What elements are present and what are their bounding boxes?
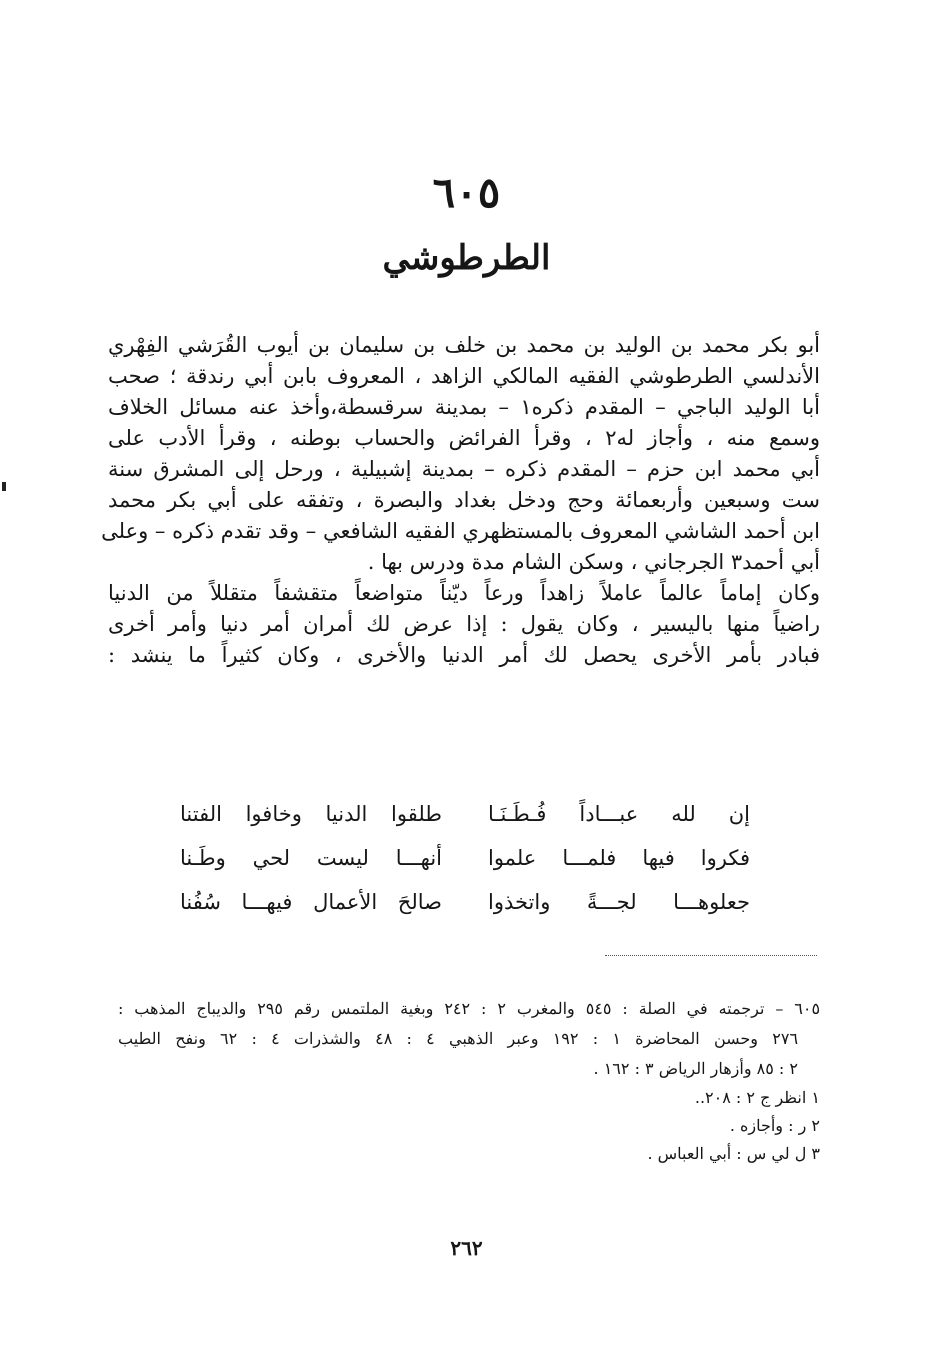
footnote-note: ٢ ر : وأجازه . — [729, 1116, 820, 1135]
paragraph-1 — [101, 330, 820, 578]
text-line: أبي أحمد٣ الجرجاني ، وسكن الشام مدة ودرس بها . — [367, 550, 820, 574]
verse-second-hemistich: أنهـــا ليست لحي وطَـنا — [180, 846, 442, 870]
text-line: الأندلسي الطرطوشي الفقيه المالكي الزاهد ، المعروف بابن أبي رندقة ؛ صحب — [108, 364, 820, 388]
footnote-note: ١ انظر ج ٢ : ٢٠٨.. — [694, 1088, 820, 1107]
entry-number: ٦٠٥ — [432, 168, 501, 217]
verse-first-hemistich: جعلوهـــا لجـــةً واتخذوا — [488, 890, 750, 914]
verse-second-hemistich: طلقوا الدنيا وخافوا الفتنا — [180, 802, 442, 826]
footnote-source-line: ٢٧٦ وحسن المحاضرة ١ : ١٩٢ وعبر الذهبي ٤ : ٤٨ والشذرات ٤ : ٦٢ ونفح الطيب — [118, 1029, 799, 1048]
footnotes — [118, 994, 820, 1168]
text-line: أبا الوليد الباجي – المقدم ذكره١ – بمدينة سرقسطة،وأخذ عنه مسائل الخلاف — [108, 395, 820, 419]
text-line: أبي محمد ابن حزم – المقدم ذكره – بمدينة إشبيلية ، ورحل إلى المشرق سنة — [108, 457, 820, 481]
footnote-divider — [605, 955, 817, 956]
paragraph-2 — [108, 578, 820, 671]
entry-title: الطرطوشي — [382, 238, 551, 278]
biography-text — [101, 330, 820, 671]
page-number: ٢٦٢ — [450, 1236, 483, 1260]
verse-first-hemistich: فكروا فيها فلمـــا علموا — [488, 846, 750, 870]
footnote-source-line: ٦٠٥ – ترجمته في الصلة : ٥٤٥ والمغرب ٢ : ٢٤٢ وبغية الملتمس رقم ٢٩٥ والديباج المذهب : — [118, 999, 821, 1018]
verse-line — [180, 880, 750, 924]
text-line: فبادر بأمر الأخرى يحصل لك أمر الدنيا والأخرى ، وكان كثيراً ما ينشد : — [108, 643, 820, 667]
text-line: وسمع منه ، وأجاز له٢ ، وقرأ الفرائض والحساب بوطنه ، وقرأ الأدب على — [108, 426, 820, 450]
verse-line — [180, 792, 750, 836]
text-line: أبو بكر محمد بن الوليد بن محمد بن خلف بن سليمان بن أيوب القُرَشي الفِهْري — [108, 333, 820, 357]
margin-mark — [2, 482, 6, 491]
footnote-note: ٣ ل لي س : أبي العباس . — [647, 1144, 820, 1163]
verse-first-hemistich: إن لله عبـــاداً فُـطَـنَـا — [488, 802, 750, 826]
text-line: وكان إماماً عالماً عاملاً زاهداً ورعاً ديّناً متواضعاً متقشفاً متقللاً من الدنيا — [108, 581, 820, 605]
text-line: ست وسبعين وأربعمائة وحج ودخل بغداد والبصرة ، وتفقه على أبي بكر محمد — [108, 488, 820, 512]
verse-second-hemistich: صالحَ الأعمال فيهـــا سُفُنا — [180, 890, 442, 914]
poem-verses — [180, 792, 750, 924]
verse-line — [180, 836, 750, 880]
text-line: ابن أحمد الشاشي المعروف بالمستظهري الفقيه الشافعي – وقد تقدم ذكره – وعلى — [101, 519, 820, 543]
text-line: راضياً منها باليسير ، وكان يقول : إذا عرض لك أمران أمر دنيا وأمر أخرى — [108, 612, 820, 636]
footnote-source-line: ٢ : ٨٥ وأزهار الرياض ٣ : ١٦٢ . — [593, 1059, 798, 1078]
